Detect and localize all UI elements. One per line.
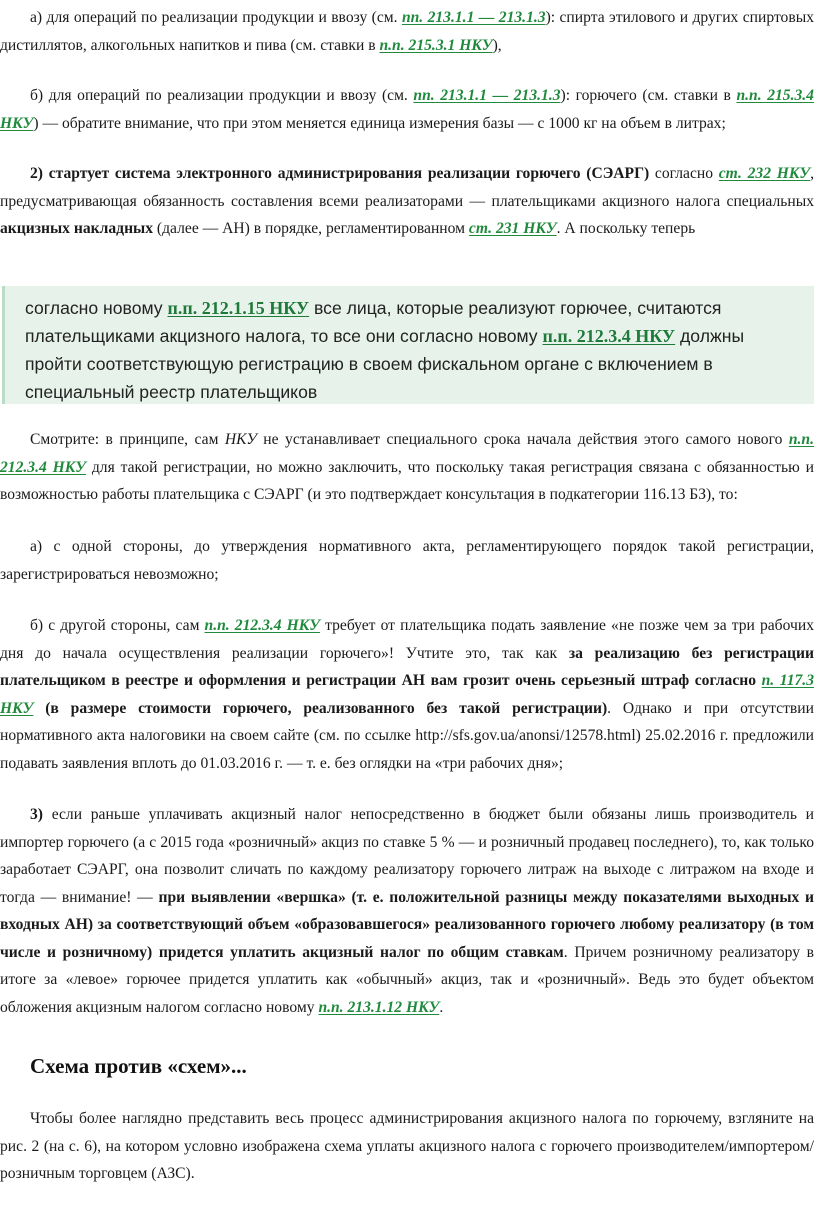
text: . xyxy=(439,998,444,1016)
text: б) с другой стороны, сам xyxy=(30,617,205,634)
paragraph-searg xyxy=(0,160,814,243)
paragraph-registration-term xyxy=(0,426,814,509)
text: б) для операций по реализации продукции и ввозу (см. xyxy=(30,87,414,104)
highlight-callout xyxy=(2,286,814,404)
text: а) для операций по реализации продукции и ввозу (см. xyxy=(30,9,402,26)
paragraph-point-a xyxy=(0,533,814,588)
text: , предусматривающая обязанность составления всеми реализаторами — плательщиками акцизного налога специальных xyxy=(0,165,814,210)
text: ), xyxy=(492,36,502,54)
bold-text: акцизных накладных xyxy=(0,220,154,237)
text: согласно новому xyxy=(25,298,168,318)
paragraph-excise-fuel xyxy=(0,82,814,137)
bold-text: 3) xyxy=(30,806,43,823)
law-link[interactable]: п. 117.3 НКУ xyxy=(0,672,814,717)
law-link[interactable]: ст. 232 НКУ xyxy=(718,165,811,182)
bold-text: при выявлении «вершка» (т. е. положительной разницы между показателями выходных и входных АН) за соответствующий объем «образовавшегося» реализованного горючего любому реализатору (в том числе и розничному) придется уплатить акцизный налог по общим ставкам xyxy=(0,888,814,961)
paragraph-point-3 xyxy=(0,801,814,1021)
paragraph-scheme-intro xyxy=(0,1105,814,1188)
bold-text: за реализацию без регистрации плательщиком в реестре и оформления и регистрации АН вам грозит очень серьезный штраф согласно xyxy=(0,644,814,689)
paragraph-excise-alcohol xyxy=(0,4,814,59)
text: должны пройти соответствующую регистрацию в своем фискальном органе с включением в специальный реестр плательщиков xyxy=(25,326,745,402)
text: . Однако и при отсутствии нормативного акта налоговики на своем сайте (см. по ссылке http://sfs.gov.ua/anonsi/12578.html) 25.02.2016 г. предложили подавать заявления вплоть до 01.03.2016 г. — т. е. без оглядки на «три рабочих дня»; xyxy=(0,699,814,772)
paragraph-point-b xyxy=(0,612,814,777)
law-link[interactable]: п.п. 212.3.4 НКУ xyxy=(542,326,676,346)
section-heading: Схема против «схем»... xyxy=(30,1054,247,1078)
bold-text: 2) стартует система электронного администрирования реализации горючего (СЭАРГ) xyxy=(30,165,650,182)
law-link[interactable]: п.п. 212.1.15 НКУ xyxy=(167,298,310,318)
law-link[interactable]: пп. 213.1.1 — 213.1.3 xyxy=(401,9,546,26)
text: . А поскольку теперь xyxy=(556,220,696,237)
law-link[interactable]: п.п. 212.3.4 НКУ xyxy=(204,617,321,634)
text: а) с одной стороны, до утверждения нормативного акта, регламентирующего порядок такой регистрации, зарегистрироваться невозможно; xyxy=(0,538,814,583)
text: ): горючего (см. ставки в xyxy=(560,87,737,104)
text: ): спирта этилового и других спиртовых дистиллятов, алкогольных напитков и пива (см. ставки в xyxy=(0,9,814,54)
text: если раньше уплачивать акцизный налог непосредственно в бюджет были обязаны лишь производитель и импортер горючего (а с 2015 года «розничный» акциз по ставке 5 % — и розничный продавец последнего), то, как только заработает СЭАРГ, она позволит сличать по каждому реализатору горючего литраж на выходе с литражом на входе и тогда — внимание! — xyxy=(0,806,814,906)
text: ) — обратите внимание, что при этом меняется единица измерения базы — с 1000 кг на объем в литрах; xyxy=(33,114,726,132)
text: Чтобы более наглядно представить весь процесс администрирования акцизного налога по горючему, взгляните на рис. 2 (на с. 6), на котором условно изображена схема уплаты акцизного налога с горючего производителем/импортером/розничным торговцем (АЗС). xyxy=(0,1110,814,1182)
law-link[interactable]: ст. 231 НКУ xyxy=(468,220,557,237)
text: для такой регистрации, но можно заключить, что поскольку такая регистрация связана с обязанностью и возможностью работы плательщика с СЭАРГ (и это подтверждает консультация в подкатегории 116.13 БЗ), то: xyxy=(0,458,814,503)
callout-text xyxy=(25,294,796,406)
law-link[interactable]: пп. 213.1.1 — 213.1.3 xyxy=(413,87,561,104)
law-link[interactable]: п.п. 215.3.1 НКУ xyxy=(379,36,493,54)
text: (далее — АН) в порядке, регламентированном xyxy=(153,220,469,237)
text: не устанавливает специального срока начала действия этого самого нового xyxy=(256,431,789,448)
text: требует от плательщика подать заявление «не позже чем за три рабочих дня до начала осуществления реализации горючего»! Учтите это, так как xyxy=(0,617,814,662)
law-link[interactable]: п.п. 212.3.4 НКУ xyxy=(0,431,814,476)
law-link[interactable]: п.п. 213.1.12 НКУ xyxy=(318,998,440,1016)
italic-text: НКУ xyxy=(224,431,257,448)
text: все лица, которые реализуют горючее, считаются плательщиками акцизного налога, то все они согласно новому xyxy=(25,298,722,346)
text: . Причем розничному реализатору в итоге за «левое» горючее придется уплатить как «обычный» акциз, так и «розничный». Ведь это будет объектом обложения акцизным налогом согласно новому xyxy=(0,943,814,1016)
text: согласно xyxy=(649,165,719,182)
law-link[interactable]: п.п. 215.3.4 НКУ xyxy=(0,87,814,132)
bold-text: (в размере стоимости горючего, реализованного без такой регистрации) xyxy=(33,699,608,717)
text: Смотрите: в принципе, сам xyxy=(30,431,225,448)
